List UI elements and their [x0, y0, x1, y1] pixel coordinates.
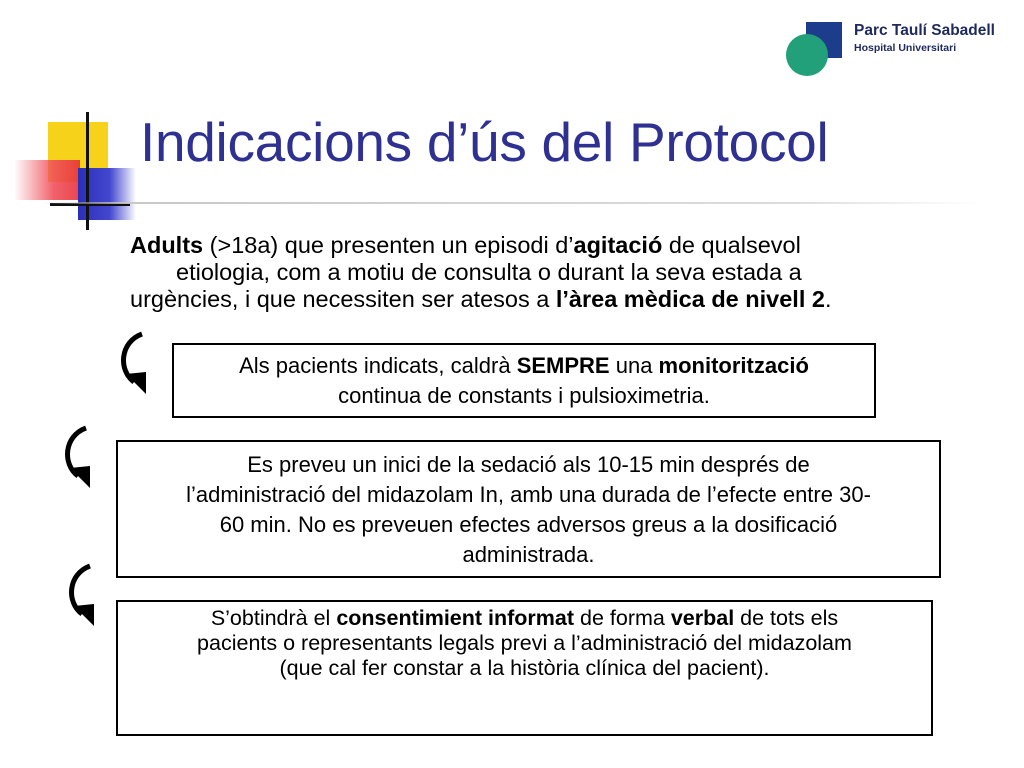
logo-name: Parc Taulí Sabadell — [854, 22, 995, 39]
intro-rest1: de qualsevol — [662, 232, 801, 258]
box3-verbal: verbal — [670, 606, 735, 630]
box1-sempre: SEMPRE — [516, 353, 610, 378]
intro-line-1 — [130, 232, 990, 259]
box3-consent: consentimient informat — [336, 606, 575, 630]
box1-line-2: continua de constants i pulsioximetria. — [338, 383, 710, 408]
logo-green-circle — [786, 34, 828, 76]
intro-agitacio: agitació — [573, 232, 663, 258]
box2-line-1: Es preveu un inici de la sedació als 10-15 min després de — [247, 452, 810, 477]
box1-monit: monitorització — [658, 353, 809, 378]
box1-t1: Als pacients indicats, caldrà — [239, 353, 517, 378]
logo-subtitle: Hospital Universitari — [854, 42, 957, 54]
box2-line-3: 60 min. No es preveuen efectes adversos greus a la dosificació — [219, 512, 838, 537]
curved-arrow-icon — [60, 562, 108, 632]
box1-t2: una — [609, 353, 659, 378]
title-underline-rule — [40, 202, 980, 204]
curved-arrow-icon — [112, 330, 160, 400]
intro-line3-text: urgències, i que necessiten ser atesos a — [130, 286, 556, 312]
intro-age: (>18a) que presenten un episodi d’ — [203, 232, 574, 258]
consent-box — [116, 600, 933, 736]
slide-title: Indicacions d’ús del Protocol — [140, 111, 829, 173]
box3-t2: de forma — [574, 606, 671, 630]
monitoring-box — [172, 343, 876, 418]
sedation-box — [116, 440, 941, 578]
intro-line-3 — [130, 286, 990, 313]
box1-line-1 — [174, 351, 874, 381]
box3-t3: de tots els — [734, 606, 839, 630]
curved-arrow-icon — [56, 424, 104, 494]
box2-line-4: administrada. — [462, 542, 595, 567]
decor-vertical-line — [86, 112, 89, 230]
decor-red-bar — [14, 160, 80, 200]
box3-line-3: (que cal fer constar a la història clínica del pacient). — [279, 656, 770, 680]
hospital-logo — [786, 20, 1016, 76]
box3-t1: S’obtindrà el — [210, 606, 337, 630]
intro-period: . — [824, 286, 832, 312]
box2-line-2: l’administració del midazolam In, amb una durada de l’efecte entre 30- — [186, 482, 871, 507]
intro-area: l’àrea mèdica de nivell 2 — [555, 286, 825, 312]
intro-line-2: etiologia, com a motiu de consulta o durant la seva estada a — [176, 259, 802, 285]
intro-adults: Adults — [130, 232, 204, 258]
box3-line-1 — [118, 606, 931, 631]
intro-paragraph — [130, 232, 990, 313]
box3-line-2: pacients o representants legals previ a l’administració del midazolam — [197, 631, 852, 655]
